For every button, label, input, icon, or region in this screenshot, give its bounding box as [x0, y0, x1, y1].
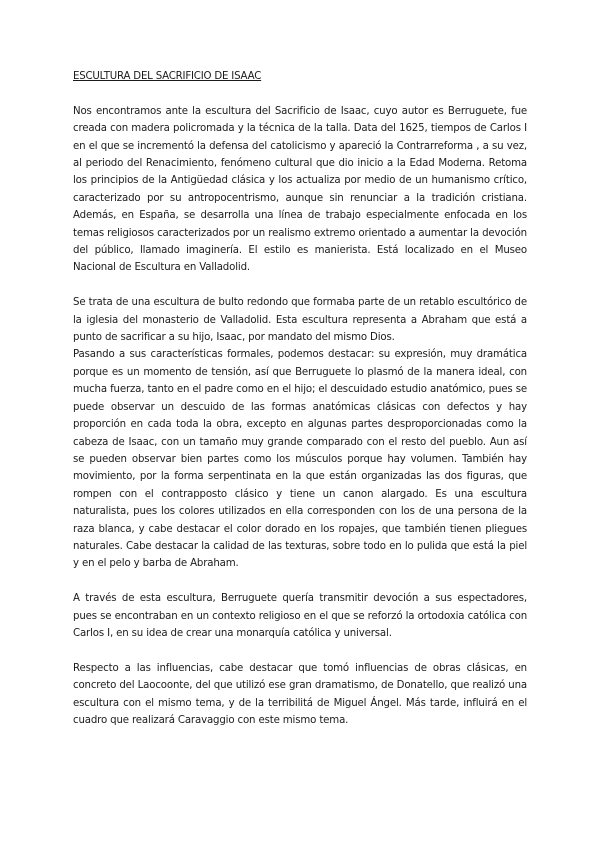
paragraph-intro: Nos encontramos ante la escultura del Sacrificio de Isaac, cuyo autor es Berruguete, fue creada con madera policromada y la técnica de la talla. Data del 1625, tiempos de Carlos I en el que se incrementó la defensa del catolicismo y apareció la Contrarreforma , a su vez, al periodo del Renacimiento, fenómeno cultural que dio inicio a la Edad Moderna. Retoma los principios de la Antigüedad clásica y los actualiza por medio de un humanismo crítico, caracterizado por su antropocentrismo, aunque sin renunciar a la tradición cristiana. Además, en España, se desarrolla una línea de trabajo especialmente enfocada en los temas religiosos caracterizados por un realismo extremo orientado a aumentar la devoción del público, llamado imaginería. El estilo es manierista. Está localizado en el Museo Nacional de Escultura en Valladolid.	[73, 105, 527, 274]
document-body	[73, 68, 527, 729]
paragraph-formal-analysis: Pasando a sus características formales, podemos destacar: su expresión, muy dramática porque es un momento de tensión, así que Berruguete lo plasmó de la manera ideal, con mucha fuerza, tanto en el padre como en el hijo; el descuidado estudio anatómico, pues se puede observar un descuido de las formas anatómicas clásicas con defectos y hay proporción en cada toda la obra, excepto en algunas partes desproporcionadas como la cabeza de Isaac, con un tamaño muy grande comparado con el resto del pueblo. Aun así se pueden observar bien partes como los músculos porque hay volumen. También hay movimiento, por la forma serpentinata en la que están organizadas las dos figuras, que rompen con el contrapposto clásico y tiene un canon alargado. Es una escultura naturalista, pues los colores utilizados en ella corresponden con los de una persona de la raza blanca, y cabe destacar el color dorado en los ropajes, que también tienen pliegues naturales. Cabe destacar la calidad de las texturas, sobre todo en lo pulida que está la piel y en el pelo y barba de Abraham.	[73, 349, 527, 570]
document-title: ESCULTURA DEL SACRIFICIO DE ISAAC	[73, 71, 262, 82]
paragraph-influences: Respecto a las influencias, cabe destacar que tomó influencias de obras clásicas, en concreto del Laocoonte, del que utilizó ese gran dramatismo, de Donatello, que realizó una escultura con el mismo tema, y de la terribilitá de Miguel Ángel. Más tarde, influirá en el cuadro que realizará Caravaggio con este mismo tema.	[73, 662, 527, 726]
paragraph-description: Se trata de una escultura de bulto redondo que formaba parte de un retablo escultórico de la iglesia del monasterio de Valladolid. Esta escultura representa a Abraham que está a punto de sacrificar a su hijo, Isaac, por mandato del mismo Dios.	[73, 297, 527, 344]
paragraph-purpose: A través de esta escultura, Berruguete quería transmitir devoción a sus espectadores, pues se encontraban en un contexto religioso en el que se reforzó la ortodoxia católica con Carlos I, en su idea de crear una monarquía católica y universal.	[73, 593, 527, 639]
